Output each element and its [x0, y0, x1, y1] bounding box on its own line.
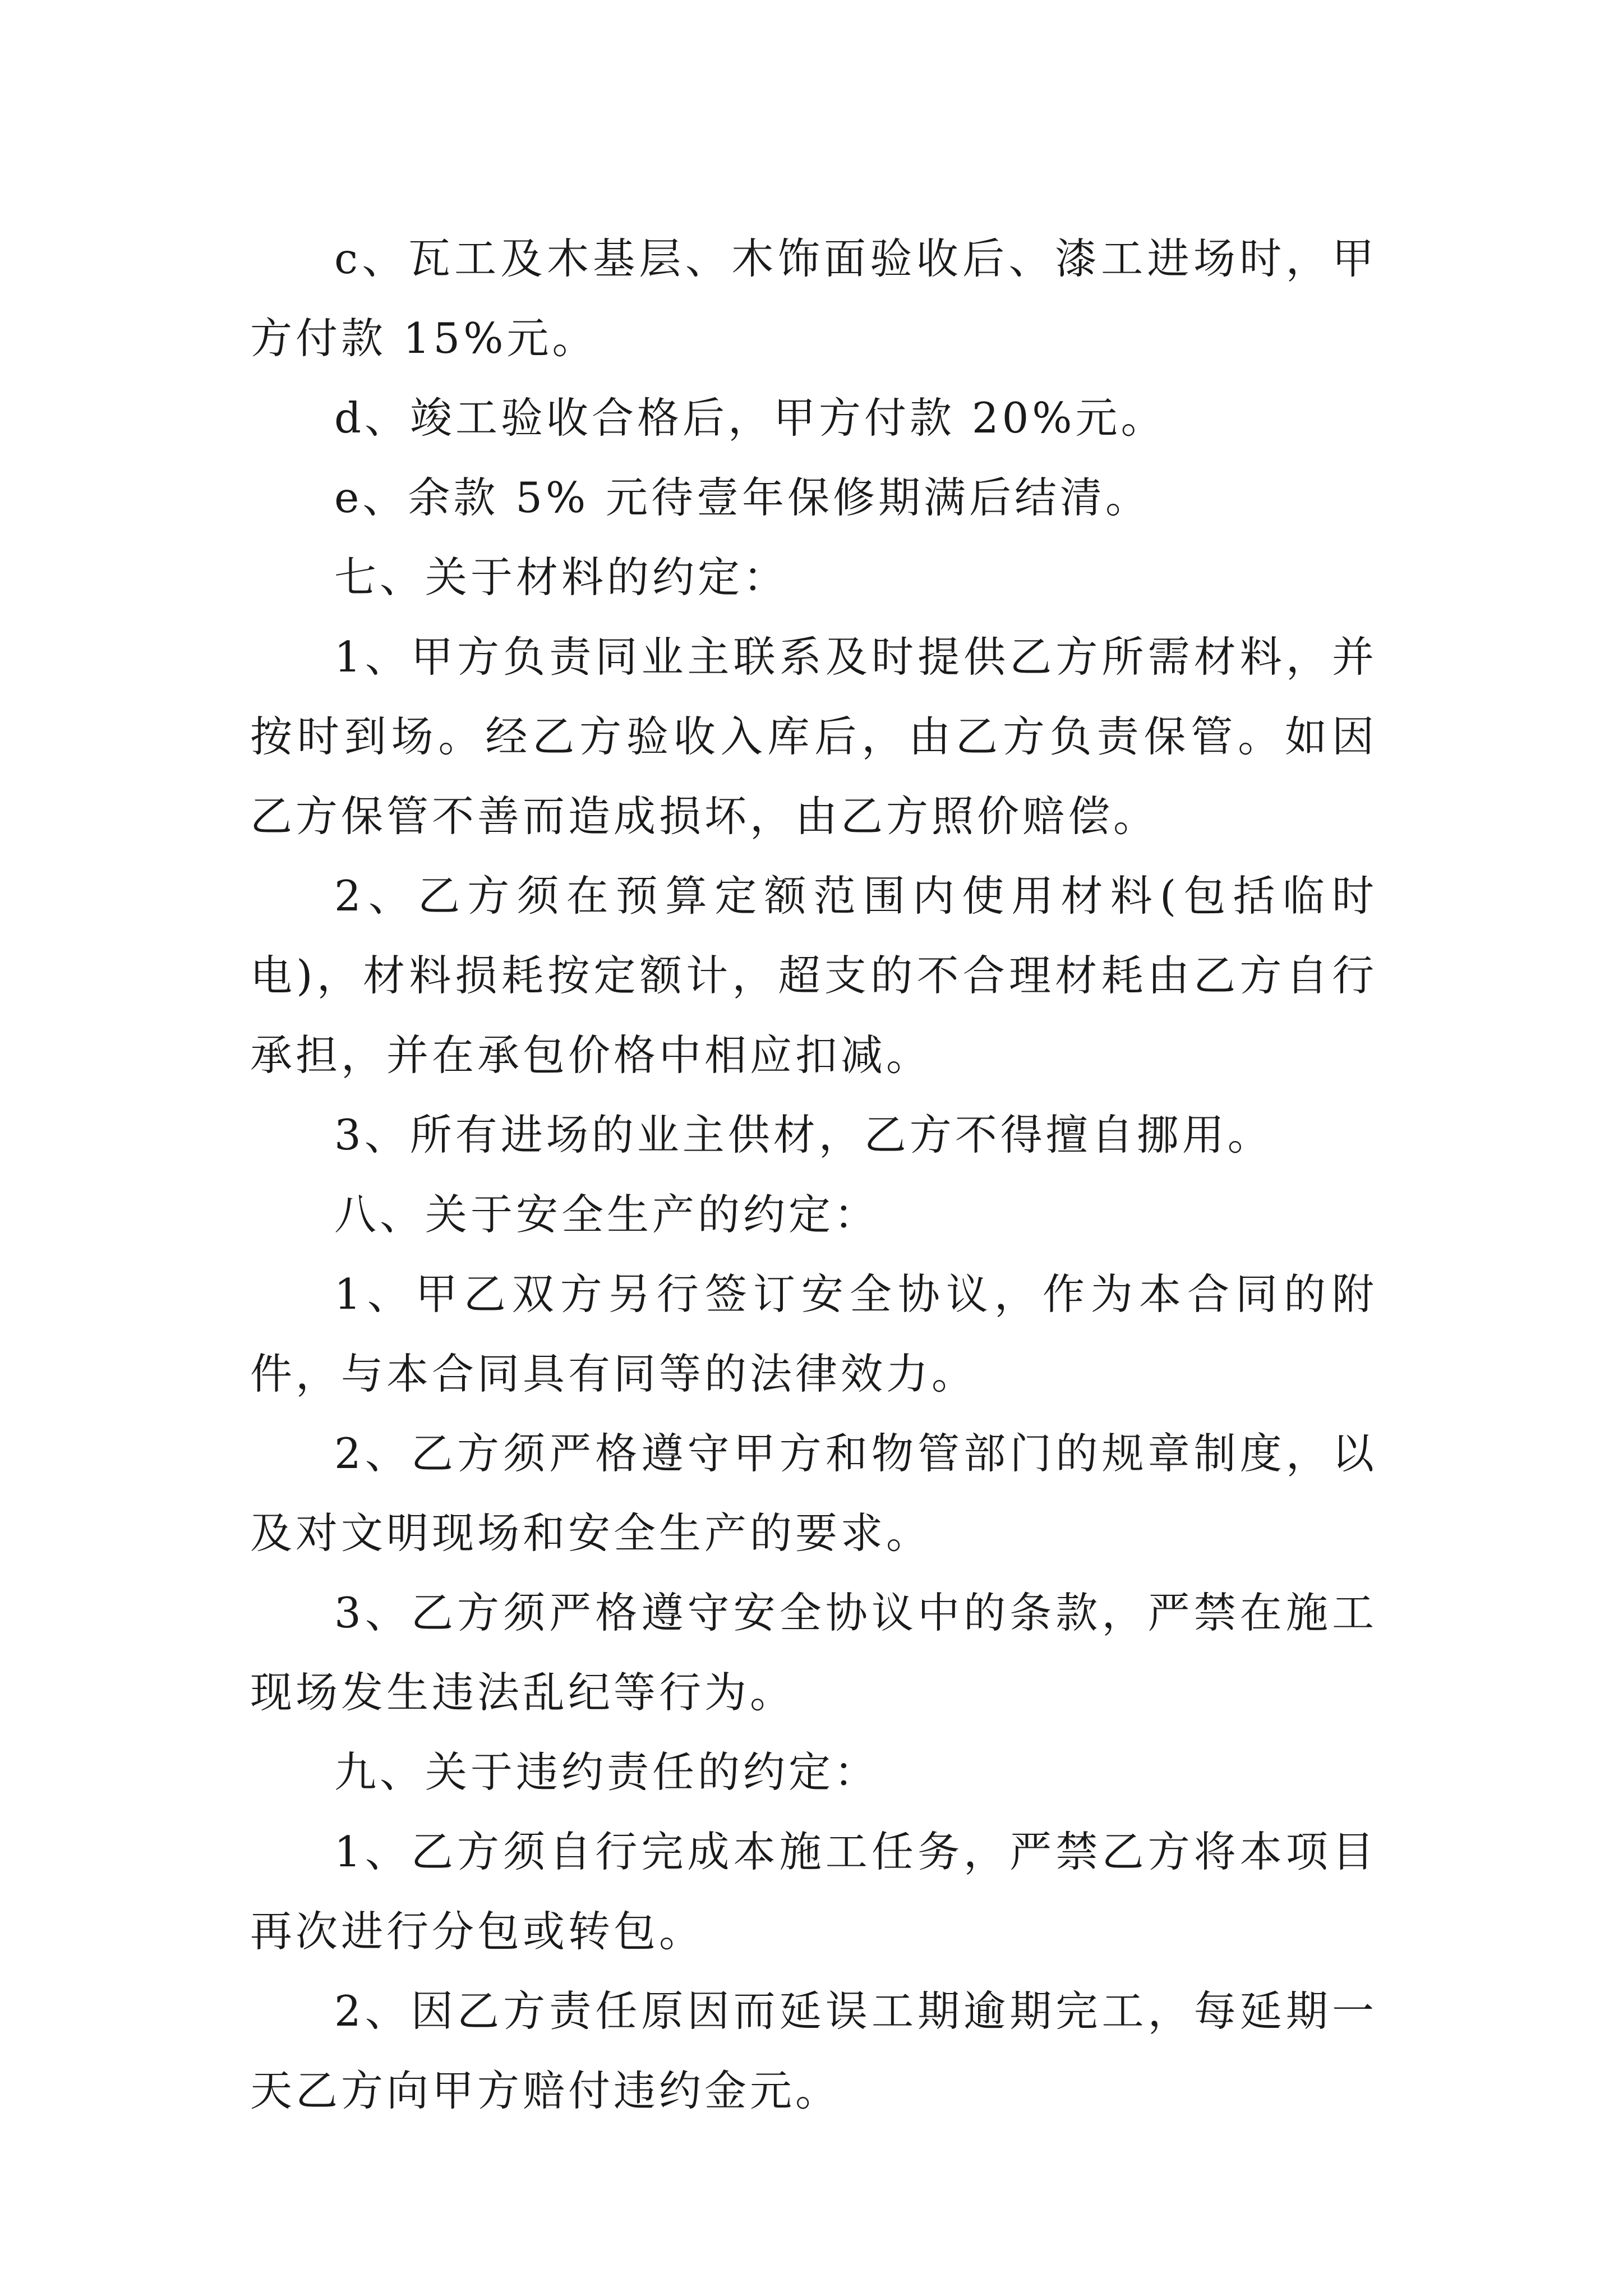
paragraph-safety-2: 2、乙方须严格遵守甲方和物管部门的规章制度，以及对文明现场和安全生产的要求。	[250, 1429, 1377, 1558]
paragraph-liability-1: 1、乙方须自行完成本施工任务，严禁乙方将本项目再次进行分包或转包。	[250, 1827, 1377, 1956]
paragraph-liability-2: 2、因乙方责任原因而延误工期逾期完工，每延期一天乙方向甲方赔付违约金元。	[250, 1986, 1377, 2115]
paragraph-materials-3: 3、所有进场的业主供材，乙方不得擅自挪用。	[334, 1110, 1273, 1159]
document-body	[250, 219, 1377, 2131]
section-heading-safety: 八、关于安全生产的约定：	[334, 1190, 880, 1239]
paragraph-payment-c: c、瓦工及木基层、木饰面验收后、漆工进场时，甲方付款 15%元。	[250, 234, 1377, 363]
paragraph-payment-d: d、竣工验收合格后，甲方付款 20%元。	[334, 393, 1166, 443]
paragraph-materials-2: 2、乙方须在预算定额范围内使用材料(包括临时电)，材料损耗按定额计，超支的不合理材耗由乙方自行承担，并在承包价格中相应扣减。	[250, 871, 1377, 1080]
paragraph-safety-1: 1、甲乙双方另行签订安全协议，作为本合同的附件，与本合同具有同等的法律效力。	[250, 1269, 1377, 1398]
section-heading-liability: 九、关于违约责任的约定：	[334, 1747, 880, 1797]
paragraph-payment-e: e、余款 5% 元待壹年保修期满后结清。	[334, 473, 1151, 522]
section-heading-materials: 七、关于材料的约定：	[334, 553, 789, 602]
paragraph-materials-1: 1、甲方负责同业主联系及时提供乙方所需材料，并按时到场。经乙方验收入库后，由乙方负责保管。如因乙方保管不善而造成损坏，由乙方照价赔偿。	[250, 632, 1377, 841]
paragraph-safety-3: 3、乙方须严格遵守安全协议中的条款，严禁在施工现场发生违法乱纪等行为。	[250, 1588, 1377, 1717]
